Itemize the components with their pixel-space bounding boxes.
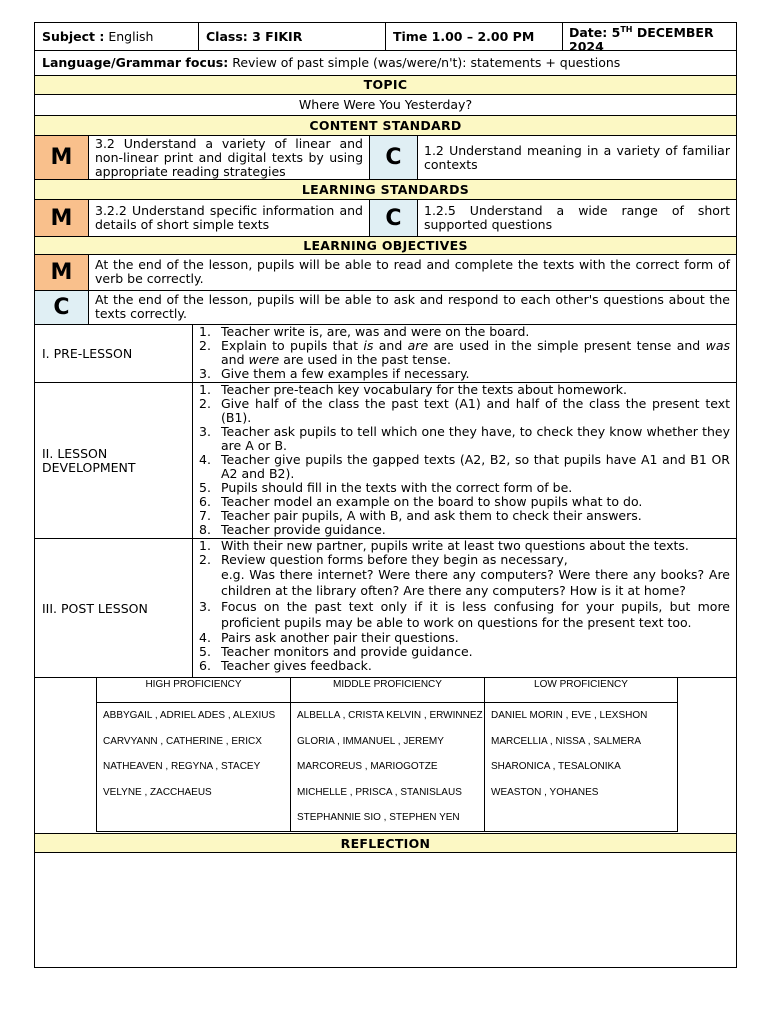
- step-number: 1.: [199, 324, 211, 339]
- step-text: Teacher pre-teach key vocabulary for the texts about homework.: [221, 382, 627, 397]
- content-standard-heading-text: CONTENT STANDARD: [309, 118, 462, 133]
- lesson-development-row: [34, 383, 737, 539]
- reflection-heading: [34, 833, 737, 853]
- group-middle: [290, 677, 484, 832]
- grammar-focus-label: Language/Grammar focus:: [42, 55, 229, 70]
- step-number: 3.: [199, 366, 211, 381]
- pre-lesson-steps: [193, 325, 736, 381]
- learning-standards-m-letter: M: [50, 205, 73, 231]
- group-line: VELYNE , ZACCHAEUS: [103, 786, 212, 798]
- learning-objectives-m-row: [34, 255, 737, 291]
- topic-value: Where Were You Yesterday?: [298, 97, 473, 112]
- step-text: Teacher pair pupils, A with B, and ask them to check their answers.: [221, 508, 642, 523]
- subject-label: Subject :: [42, 29, 105, 44]
- step-text: With their new partner, pupils write at least two questions about the texts.: [221, 538, 689, 553]
- group-line: ABBYGAIL , ADRIEL ADES , ALEXIUS: [103, 710, 276, 721]
- learning-standards-m-cell: [88, 200, 369, 236]
- lesson-development-steps: [193, 383, 736, 537]
- learning-standards-m-box: [35, 200, 88, 236]
- step-italic: are: [407, 338, 429, 353]
- lesson-development-step: [193, 481, 730, 495]
- learning-standards-c-letter: C: [385, 205, 402, 231]
- group-heading: LOW PROFICIENCY: [485, 677, 677, 703]
- step-text: Explain to pupils that: [221, 338, 364, 353]
- step-text: Teacher write is, are, was and were on the board.: [221, 324, 530, 339]
- lesson-development-label-2: DEVELOPMENT: [42, 459, 136, 475]
- learning-objectives-c-letter: C: [53, 295, 70, 320]
- step-number: 2.: [199, 396, 211, 411]
- learning-objectives-m-letter: M: [50, 260, 73, 285]
- step-text: Teacher model an example on the board to show pupils what to do.: [221, 494, 643, 509]
- group-line: WEASTON , YOHANES: [491, 786, 599, 798]
- subject-value: English: [108, 29, 154, 44]
- step-text: Review question forms before they begin as necessary,: [221, 552, 568, 567]
- group-heading: MIDDLE PROFICIENCY: [291, 677, 484, 703]
- content-standard-c-letter: C: [385, 145, 402, 170]
- content-standard-c-box: [369, 136, 417, 179]
- post-lesson-steps: [193, 539, 736, 673]
- post-lesson-step: [193, 631, 730, 645]
- pre-lesson-steps-cell: [192, 325, 736, 382]
- step-number: 2.: [199, 552, 211, 567]
- group-line: STEPHANNIE SIO , STEPHEN YEN: [297, 812, 460, 823]
- post-lesson-step: [193, 599, 730, 631]
- time-label: Time 1.00 – 2.00 PM: [393, 29, 535, 44]
- lesson-development-step: [193, 397, 730, 425]
- content-standard-heading: [34, 116, 737, 136]
- lesson-development-step: [193, 383, 730, 397]
- post-lesson-example: [193, 567, 730, 599]
- step-text: Teacher ask pupils to tell which one they have, to check they know whether they are A or B.: [221, 424, 730, 453]
- step-italic: were: [248, 352, 280, 367]
- step-italic: was: [705, 338, 730, 353]
- learning-standards-row: [34, 200, 737, 237]
- lesson-development-step: [193, 425, 730, 453]
- step-text: Teacher provide guidance.: [221, 522, 386, 537]
- group-line: MARCOREUS , MARIOGOTZE: [297, 761, 438, 772]
- group-line: MARCELLIA , NISSA , SALMERA: [491, 735, 642, 747]
- content-standard-m-text: 3.2 Understand a variety of linear and non-linear print and digital texts by using appropriate reading strategies: [95, 136, 363, 179]
- step-number: 3.: [199, 424, 211, 439]
- step-italic: is: [363, 338, 374, 353]
- step-text: are used in the past tense.: [279, 352, 451, 367]
- post-lesson-row: [34, 539, 737, 678]
- pre-lesson-row: [34, 325, 737, 383]
- date-cell: [562, 23, 736, 55]
- step-number: 8.: [199, 522, 211, 537]
- class-label: Class: 3 FIKIR: [206, 29, 303, 44]
- learning-objectives-c-row: [34, 291, 737, 325]
- group-line: CARVYANN , CATHERINE , ERICX: [103, 735, 262, 747]
- step-number: 5.: [199, 480, 211, 495]
- date-month: DECEMBER: [636, 25, 714, 41]
- post-lesson-step: [193, 645, 730, 659]
- learning-objectives-c-box: [35, 291, 88, 324]
- content-standard-m-box: [35, 136, 88, 179]
- header-row: [34, 22, 737, 55]
- topic-heading: [34, 76, 737, 95]
- post-lesson-label: III. POST LESSON: [42, 600, 148, 616]
- step-text: Teacher give pupils the gapped texts (A2, B2, so that pupils have A1 and B1 OR A2 and B2).: [221, 452, 730, 481]
- lesson-development-step: [193, 523, 730, 537]
- group-line: GLORIA , IMMANUEL , JEREMY: [297, 735, 444, 747]
- date-label: Date: 5: [569, 25, 621, 41]
- subject-cell: [35, 23, 198, 50]
- step-number: 5.: [199, 644, 211, 659]
- step-number: 2.: [199, 338, 211, 353]
- group-line: SHARONICA , TESALONIKA: [491, 761, 621, 772]
- proficiency-groups: [34, 677, 737, 833]
- step-text: Pairs ask another pair their questions.: [221, 630, 459, 645]
- step-text: Give half of the class the past text (A1) and half of the class the present text (B1).: [221, 396, 730, 425]
- pre-lesson-step: [193, 325, 730, 339]
- step-number: 1.: [199, 538, 211, 553]
- learning-standards-c-text: 1.2.5 Understand a wide range of short supported questions: [424, 203, 730, 232]
- group-line: ALBELLA , CRISTA KELVIN , ERWINNEZ: [297, 710, 483, 721]
- reflection-box[interactable]: [34, 853, 737, 968]
- lesson-development-step: [193, 495, 730, 509]
- grammar-focus-cell: [35, 51, 736, 75]
- step-text: Teacher monitors and provide guidance.: [221, 644, 473, 659]
- lesson-development-step: [193, 509, 730, 523]
- step-number: 1.: [199, 382, 211, 397]
- content-standard-row: [34, 136, 737, 180]
- group-line: NATHEAVEN , REGYNA , STACEY: [103, 761, 261, 772]
- step-number: 4.: [199, 630, 211, 645]
- lesson-development-step: [193, 453, 730, 481]
- post-lesson-step: [193, 539, 730, 553]
- group-line: DANIEL MORIN , EVE , LEXSHON: [491, 710, 648, 721]
- step-number: 6.: [199, 658, 211, 673]
- step-number: 4.: [199, 452, 211, 467]
- post-lesson-step: [193, 553, 730, 567]
- learning-objectives-heading-text: LEARNING OBJECTIVES: [303, 238, 468, 253]
- step-text: e.g. Was there internet? Were there any computers? Were there any books? Are children at the library often? Are there any computers? How is it at home?: [221, 567, 730, 598]
- lesson-development-label-1: II. LESSON: [42, 445, 108, 461]
- pre-lesson-label-cell: [35, 325, 192, 382]
- pre-lesson-label: I. PRE-LESSON: [42, 346, 133, 361]
- learning-objectives-heading: [34, 237, 737, 255]
- learning-standards-heading: [34, 180, 737, 200]
- pre-lesson-step: [193, 367, 730, 381]
- step-text: Give them a few examples if necessary.: [221, 366, 470, 381]
- step-text: and: [221, 352, 249, 367]
- content-standard-c-cell: [417, 136, 736, 179]
- content-standard-m-letter: M: [50, 145, 73, 170]
- step-number: 7.: [199, 508, 211, 523]
- step-text: Teacher gives feedback.: [221, 658, 372, 673]
- step-number: 3.: [199, 599, 211, 614]
- pre-lesson-step: [193, 339, 730, 367]
- lesson-development-steps-cell: [192, 383, 736, 538]
- step-text: and: [373, 338, 408, 353]
- group-high: [96, 677, 290, 832]
- post-lesson-label-cell: [35, 539, 192, 677]
- content-standard-m-cell: [88, 136, 369, 179]
- learning-standards-c-cell: [417, 200, 736, 236]
- content-standard-c-text: 1.2 Understand meaning in a variety of familiar contexts: [424, 143, 730, 172]
- learning-objectives-c-text: At the end of the lesson, pupils will be able to ask and respond to each other's questions about the texts correctly.: [95, 292, 730, 321]
- step-number: 6.: [199, 494, 211, 509]
- learning-standards-m-text: 3.2.2 Understand specific information and details of short simple texts: [95, 203, 363, 232]
- learning-objectives-m-cell: [88, 255, 736, 290]
- learning-standards-heading-text: LEARNING STANDARDS: [301, 182, 470, 197]
- step-text: Pupils should fill in the texts with the correct form of be.: [221, 480, 573, 495]
- post-lesson-steps-cell: [192, 539, 736, 677]
- group-heading: HIGH PROFICIENCY: [97, 677, 290, 703]
- topic-heading-text: TOPIC: [363, 77, 408, 92]
- date-sup: TH: [620, 25, 633, 34]
- lesson-development-label-cell: [35, 383, 192, 538]
- learning-standards-c-box: [369, 200, 417, 236]
- topic-row: [34, 95, 737, 116]
- step-text: Focus on the past text only if it is less confusing for your pupils, but more proficient pupils may be able to work on questions for the present text too.: [221, 599, 730, 630]
- post-lesson-step: [193, 659, 730, 673]
- learning-objectives-c-cell: [88, 291, 736, 324]
- grammar-focus-value: Review of past simple (was/were/n't): statements + questions: [232, 55, 621, 70]
- class-cell: [198, 23, 386, 50]
- time-cell: [385, 23, 563, 50]
- group-line: MICHELLE , PRISCA , STANISLAUS: [297, 786, 462, 798]
- reflection-heading-text: REFLECTION: [340, 836, 431, 851]
- step-text: are used in the simple present tense and: [428, 338, 706, 353]
- grammar-focus-row: [34, 51, 737, 76]
- date-year: 2024: [569, 39, 604, 55]
- group-low: [484, 677, 678, 832]
- learning-objectives-m-box: [35, 255, 88, 290]
- learning-objectives-m-text: At the end of the lesson, pupils will be able to read and complete the texts with the correct form of verb be correctly.: [95, 257, 730, 286]
